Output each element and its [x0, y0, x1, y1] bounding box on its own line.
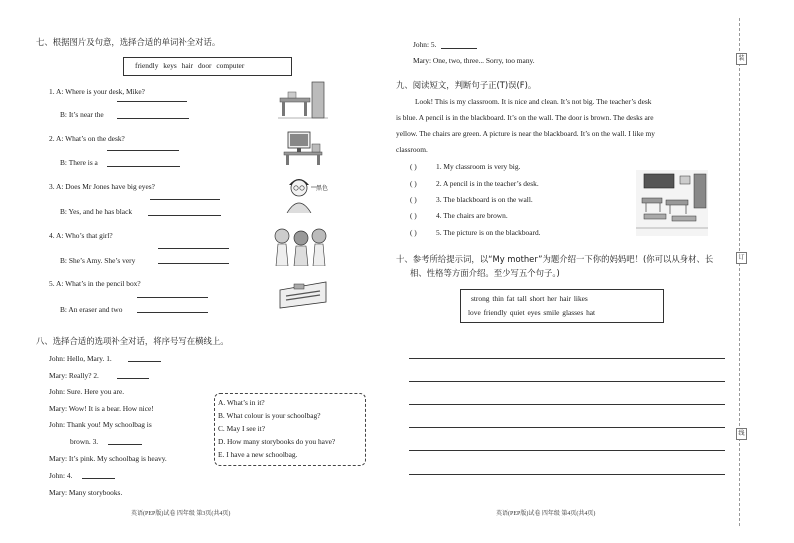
s8-blank-1[interactable] — [128, 361, 161, 362]
tf-item-1: 1. My classroom is very big. — [436, 162, 521, 171]
writing-line-2[interactable] — [409, 381, 725, 382]
section10-title-1: 十、参考所给提示词，以“My mother”为题介绍一下你的妈妈吧！(你可以从身材、长 — [396, 254, 714, 264]
tf-paren-4[interactable]: ( ) — [410, 211, 417, 220]
s7-q5-answer-line[interactable] — [137, 312, 208, 313]
margin-mark-1: 装 — [736, 53, 747, 65]
writing-line-3[interactable] — [409, 404, 725, 405]
passage-line-3: yellow. The chairs are green. A picture is near the blackboard. It’s on the wall. I like my — [396, 129, 655, 138]
s8-line-7: Mary: It’s pink. My schoolbag is heavy. — [49, 454, 167, 463]
section10-title-2: 相、性格等方面介绍。至少写五个句子。) — [410, 268, 560, 278]
section7-title: 七、根据图片及句意，选择合适的单词补全对话。 — [36, 37, 221, 47]
s7-q2-a: 2. A: What’s on the desk? — [49, 134, 125, 143]
tf-item-5: 5. The picture is on the blackboard. — [436, 228, 541, 237]
desk-door-picture — [278, 80, 328, 120]
tf-item-4: 4. The chairs are brown. — [436, 211, 508, 220]
tf-item-3: 3. The blackboard is on the wall. — [436, 195, 533, 204]
s7-q5-a: 5. A: What’s in the pencil box? — [49, 279, 141, 288]
pencil-box-picture — [276, 276, 330, 310]
tf-paren-1[interactable]: ( ) — [410, 162, 417, 171]
tf-paren-2[interactable]: ( ) — [410, 179, 417, 188]
s8-blank-3[interactable] — [108, 444, 142, 445]
s8-line-3: John: Sure. Here you are. — [49, 387, 125, 396]
tf-paren-5[interactable]: ( ) — [410, 228, 417, 237]
binding-margin — [739, 18, 746, 526]
margin-mark-3: 线 — [736, 428, 747, 440]
s7-q2-answer-line[interactable] — [107, 166, 180, 167]
s7-q4-line-a — [158, 248, 229, 249]
option-c: C. May I see it? — [218, 424, 265, 433]
s8-blank-5[interactable] — [441, 48, 477, 49]
s7-q3-answer-line[interactable] — [148, 215, 221, 216]
s8-line-9: Mary: Many storybooks. — [49, 488, 123, 497]
s8-line-2: Mary: Really? 2. — [49, 371, 99, 380]
s7-q1-a: 1. A: Where is your desk, Mike? — [49, 87, 145, 96]
writing-line-1[interactable] — [409, 358, 725, 359]
option-e: E. I have a new schoolbag. — [218, 450, 298, 459]
s7-q3-a: 3. A: Does Mr Jones have big eyes? — [49, 182, 155, 191]
s7-q5-line-a — [137, 297, 208, 298]
margin-mark-2: 订 — [736, 252, 747, 264]
passage-line-4: classroom. — [396, 145, 428, 154]
writing-line-5[interactable] — [409, 450, 725, 451]
classroom-picture — [636, 170, 708, 236]
computer-desk-picture — [278, 130, 328, 166]
passage-line-2: is blue. A pencil is in the blackboard. It’s on the wall. The door is brown. The desks are — [396, 113, 654, 122]
s7-q4-a: 4. A: Who’s that girl? — [49, 231, 113, 240]
s8-line-4: Mary: Wow! It is a bear. How nice! — [49, 404, 154, 413]
writing-line-4[interactable] — [409, 427, 725, 428]
mr-jones-picture — [283, 173, 339, 213]
tf-item-2: 2. A pencil is in the teacher’s desk. — [436, 179, 539, 188]
s7-q4-answer-line[interactable] — [158, 263, 229, 264]
s7-q2-b: B: There is a — [60, 158, 98, 167]
s8-blank-2[interactable] — [117, 378, 149, 379]
s7-q2-line-a — [107, 150, 179, 151]
s7-q1-answer-line[interactable] — [117, 118, 189, 119]
s7-q1-line-a — [117, 101, 187, 102]
section10-words-1: strong thin fat tall short her hair likes — [471, 294, 588, 303]
left-footer: 英语(PEP版)试卷 四年级 第3页(共4页) — [131, 511, 231, 517]
right-footer: 英语(PEP版)试卷 四年级 第4页(共4页) — [496, 511, 596, 517]
s8-line-6: brown. 3. — [70, 437, 99, 446]
option-b: B. What colour is your schoolbag? — [218, 411, 321, 420]
s7-q3-line-a — [150, 199, 220, 200]
s7-q4-b: B: She’s Amy. She’s very — [60, 256, 136, 265]
tf-paren-3[interactable]: ( ) — [410, 195, 417, 204]
option-d: D. How many storybooks do you have? — [218, 437, 336, 446]
s7-q3-b: B: Yes, and he has black — [60, 207, 133, 216]
s8-line-5: John: Thank you! My schoolbag is — [49, 420, 152, 429]
s8-blank-4[interactable] — [82, 478, 115, 479]
s8-line-1: John: Hello, Mary. 1. — [49, 354, 112, 363]
writing-line-6[interactable] — [409, 474, 725, 475]
s7-q1-b: B: It’s near the — [60, 110, 104, 119]
option-a: A. What’s in it? — [218, 398, 265, 407]
section7-words: friendly keys hair door computer — [135, 61, 245, 70]
mary-reply: Mary: One, two, three... Sorry, too many. — [413, 56, 535, 65]
passage-line-1: Look! This is my classroom. It is nice and clean. It’s not big. The teacher’s desk — [415, 97, 652, 106]
s7-q5-b: B: An eraser and two — [60, 305, 123, 314]
section8-title: 八、选择合适的选项补全对话，将序号写在横线上。 — [36, 336, 229, 346]
s8-line-8: John: 4. — [49, 471, 73, 480]
black-color-label: 黑色 — [316, 185, 329, 192]
section9-title: 九、阅读短文，判断句子正(T)误(F)。 — [396, 80, 537, 90]
amy-friends-picture — [272, 226, 330, 266]
john-5: John: 5. — [413, 40, 437, 49]
section10-words-2: love friendly quiet eyes smile glasses hat — [468, 308, 596, 317]
